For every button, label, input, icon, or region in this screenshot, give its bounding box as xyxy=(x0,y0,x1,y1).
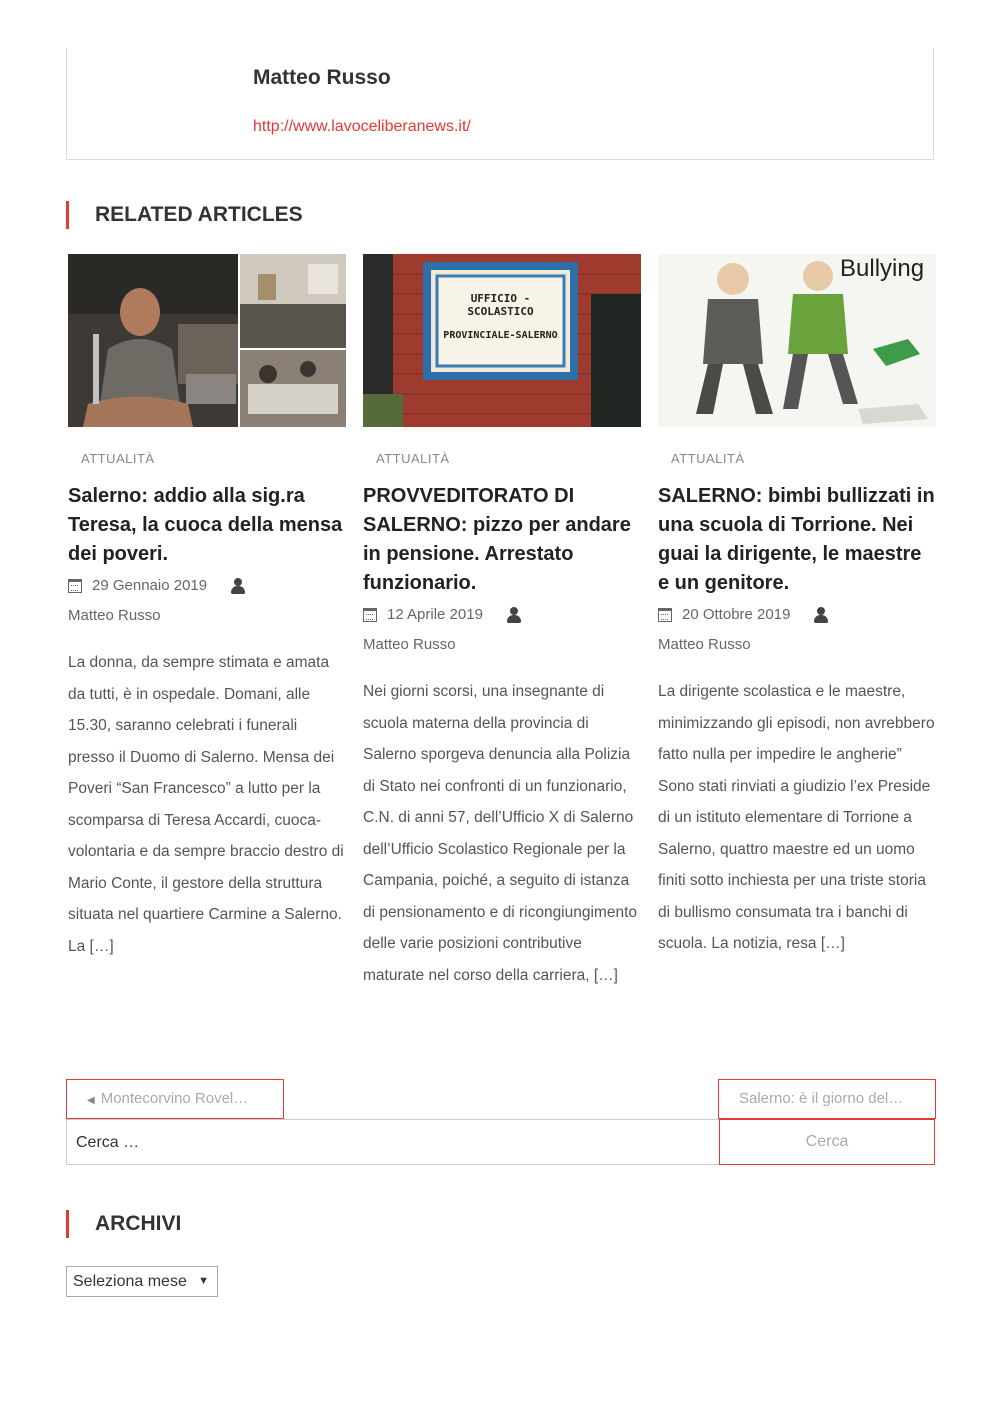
article-excerpt: La donna, da sempre stimata e amata da tutti, è in ospedale. Domani, alle 15.30, saranno celebrati i funerali presso il Duomo di Salerno. Mensa dei Poveri “San Francesco” a lutto per la scomparsa di Teresa Accardi, cuoca-volontaria e da sempre braccio destro di Mario Conte, il gestore della struttura situata nel quartiere Carmine a Salerno. La […] xyxy=(68,654,344,955)
related-article-card xyxy=(68,254,346,955)
next-post-button[interactable] xyxy=(718,1079,936,1119)
related-article-card xyxy=(658,254,936,952)
thumbnail-caption: Bullying xyxy=(840,255,925,282)
article-meta xyxy=(68,572,346,632)
previous-post-button[interactable] xyxy=(66,1079,284,1119)
article-thumbnail[interactable] xyxy=(363,254,641,427)
next-post-label: Salerno: è il giorno del… xyxy=(739,1090,904,1107)
article-category[interactable]: ATTUALITÀ xyxy=(376,451,450,466)
user-icon xyxy=(231,578,245,594)
dropdown-arrow-icon: ▼ xyxy=(198,1275,209,1287)
article-title-link[interactable]: PROVVEDITORATO DI SALERNO: pizzo per andare in pensione. Arrestato funzionario. xyxy=(363,485,631,594)
article-author[interactable]: Matteo Russo xyxy=(363,636,456,653)
article-category[interactable]: ATTUALITÀ xyxy=(671,451,745,466)
article-category[interactable]: ATTUALITÀ xyxy=(81,451,155,466)
search-form xyxy=(66,1119,934,1165)
user-icon xyxy=(507,607,521,623)
archive-select-value: Seleziona mese xyxy=(73,1273,187,1290)
search-button[interactable]: Cerca xyxy=(719,1119,935,1165)
article-author[interactable]: Matteo Russo xyxy=(68,607,161,624)
author-name: Matteo Russo xyxy=(253,66,391,89)
previous-post-label: Montecorvino Rovel… xyxy=(100,1090,249,1107)
user-icon xyxy=(814,607,828,623)
article-author[interactable]: Matteo Russo xyxy=(658,636,751,653)
related-articles-heading: RELATED ARTICLES xyxy=(66,201,303,229)
article-meta xyxy=(363,601,641,661)
article-excerpt: La dirigente scolastica e le maestre, minimizzando gli episodi, non avrebbero fatto nulla per impedire le angherie” Sono stati rinviati a giudizio l’ex Preside di un istituto elementare di Torrione a Salerno, quattro maestre ed un uomo finiti sotto inchiesta per una triste storia di bullismo consumata tra i banchi di scuola. La notizia, resa […] xyxy=(658,683,935,952)
search-input[interactable] xyxy=(67,1120,730,1166)
article-thumbnail[interactable] xyxy=(658,254,936,427)
archive-month-select[interactable] xyxy=(66,1266,218,1297)
article-date[interactable]: 20 Ottobre 2019 xyxy=(682,606,791,623)
related-article-card xyxy=(363,254,641,984)
caret-left-icon: ◀ xyxy=(87,1095,95,1106)
calendar-icon xyxy=(68,579,82,593)
article-title-link[interactable]: SALERNO: bimbi bullizzati in una scuola di Torrione. Nei guai la dirigente, le maestre e un genitore. xyxy=(658,485,935,594)
sign-line-1: UFFICIO - SCOLASTICO xyxy=(467,292,534,318)
article-thumbnail[interactable] xyxy=(68,254,346,427)
author-website-link[interactable]: http://www.lavoceliberanews.it/ xyxy=(253,118,471,135)
article-excerpt: Nei giorni scorsi, una insegnante di scuola materna della provincia di Salerno sporgeva denuncia alla Polizia di Stato nei confronti di un funzionario, C.N. di anni 57, dell’Ufficio X di Salerno dell’Ufficio Scolastico Regionale per la Campania, poiché, a seguito di istanza di pensionamento e di ricongiungimento delle varie posizioni contributive maturate nel corso della carriera, […] xyxy=(363,683,638,984)
article-meta xyxy=(658,601,936,661)
article-title-link[interactable]: Salerno: addio alla sig.ra Teresa, la cuoca della mensa dei poveri. xyxy=(68,485,343,565)
calendar-icon xyxy=(363,608,377,622)
calendar-icon xyxy=(658,608,672,622)
sign-line-2: PROVINCIALE-SALERNO xyxy=(443,330,558,341)
article-date[interactable]: 29 Gennaio 2019 xyxy=(92,577,208,594)
cook-photo-collage xyxy=(68,254,346,427)
author-box xyxy=(66,48,934,160)
archive-heading: ARCHIVI xyxy=(66,1210,181,1238)
article-date[interactable]: 12 Aprile 2019 xyxy=(387,606,483,623)
